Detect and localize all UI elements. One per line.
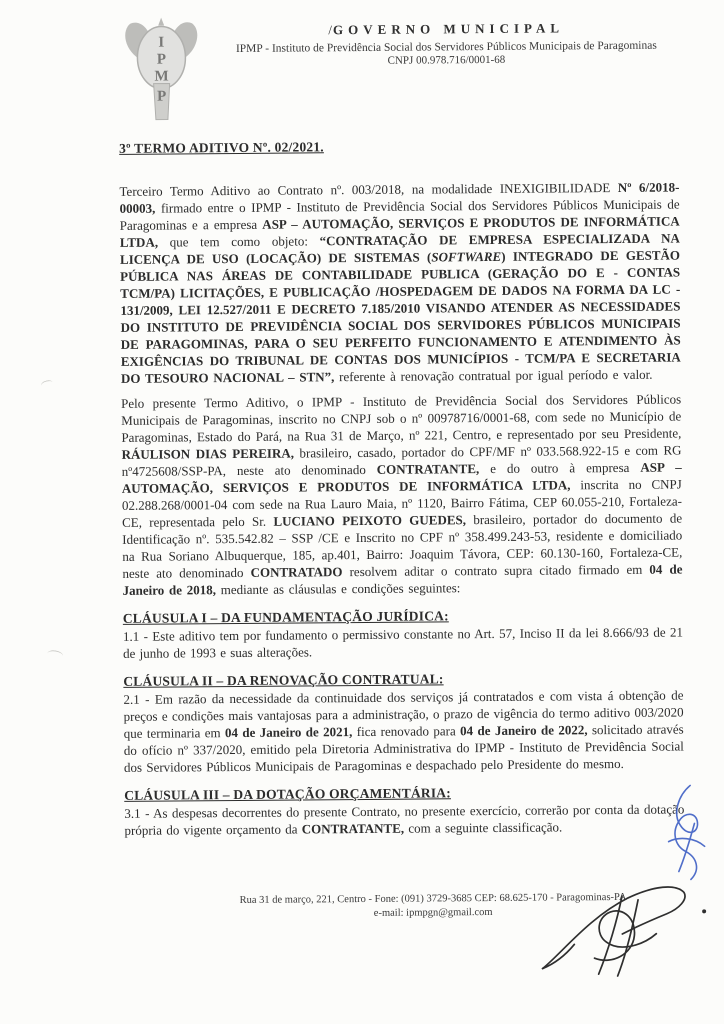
text-segment: LUCIANO PEIXOTO GUEDES, bbox=[273, 512, 467, 529]
text-segment: resolvem aditar o contrato supra citado firmado em bbox=[342, 561, 650, 580]
text-segment: 1.1 - Este aditivo tem por fundamento o permissivo constante no Art. 57, Inciso II da lei 8.666/93 de 21 de junho de 1993 e suas alterações. bbox=[122, 624, 684, 661]
government-title bbox=[211, 19, 681, 39]
text-segment: que tem como objeto: bbox=[158, 233, 320, 250]
scan-artifact bbox=[40, 379, 53, 389]
clause-3-body bbox=[124, 800, 684, 838]
letterhead bbox=[0, 9, 721, 125]
text-segment: CONTRATANTE, bbox=[376, 461, 480, 477]
text-segment: inscrita no CNPJ 02.288.268/0001-04 com sede na Rua Lauro Maia, nº 1120, Bairro Fátima, CEP 60.055-210, Fortaleza-CE, representada pelo Sr. bbox=[121, 476, 682, 530]
text-segment: brasileiro, casado, portador do CPF/MF nº 033.568.922-15 e com RG nº4725608/SSP-PA, neste ato denominado bbox=[121, 442, 682, 479]
clause-2-heading: CLÁUSULA II – DA RENOVAÇÃO CONTRATUAL: bbox=[123, 671, 444, 689]
text-segment: referente à renovação contratual por igual período e valor. bbox=[334, 366, 653, 385]
text-segment: CONTRATADO bbox=[250, 564, 343, 580]
scan-slash-artifact: / bbox=[328, 22, 333, 38]
logo-letter-p2: P bbox=[157, 88, 167, 105]
ipmp-emblem-logo bbox=[112, 15, 211, 122]
document-title: 3º TERMO ADITIVO Nº. 02/2021. bbox=[119, 139, 324, 156]
clause-3-dotacao-orcamentaria bbox=[124, 782, 684, 838]
clause-1-heading: CLÁUSULA I – DA FUNDAMENTAÇÃO JURÍDICA: bbox=[122, 608, 449, 626]
text-segment: ) INTEGRADO DE GESTÃO PÚBLICA NAS ÁREAS DE CONTABILIDADE PUBLICA (GERAÇÃO DO E - CONTAS TCM/PA) LICITAÇÕES, E PUBLICAÇÃO /HOSPEDAGEM DE DADOS NA FORMA DA LC - 131/2009, LEI 12.527/2011 E DECRETO 7.185/2010 VISANDO ATENDER AS NECESSIDADES DO INSTITUTO DE PREVIDÊNCIA SOCIAL DOS SERVIDORES PÚBLICOS MUNICIPAIS DE PARAGOMINAS, PARA O SEU PERFEITO FUNCIONAMENTO E ATENDIMENTO ÀS EXIGÊNCIAS DO TRIBUNAL DE CONTAS DOS MUNICÍPIOS - TCM/PA E SECRETARIA DO TESOURO NACIONAL – STN”, bbox=[120, 247, 681, 386]
text-segment: e do outro à empresa bbox=[479, 459, 641, 477]
text-segment: firmado entre o IPMP - Instituto de Previdência Social dos Servidores Públicos Municipais de Paragominas e a empresa bbox=[119, 196, 680, 233]
text-segment: SOFTWARE bbox=[431, 248, 502, 265]
text-segment: “CONTRATAÇÃO DE EMPRESA ESPECIALIZADA NA LICENÇA DE USO (LOCAÇÃO) DE SISTEMAS ( bbox=[119, 230, 680, 267]
handwritten-signature-black-ink bbox=[536, 867, 719, 980]
clause-1-fundamentacao-juridica bbox=[123, 605, 683, 661]
parties-paragraph bbox=[121, 390, 683, 598]
clause-2-body bbox=[123, 686, 684, 775]
clause-3-heading: CLÁUSULA III – DA DOTAÇÃO ORÇAMENTÁRIA: bbox=[124, 785, 451, 803]
scan-artifact bbox=[46, 649, 63, 661]
text-segment: Pelo presente Termo Aditivo, o IPMP - Instituto de Previdência Social dos Servidores Públicos Municipais de Paragominas, inscrito no CNPJ sob o nº 00978716/0001-68, com sede no Município de Paragominas, Estado do Pará, na Rua 31 de Março, nº 221, Centro, e representado por seu Presidente, bbox=[121, 391, 682, 445]
text-segment: com a seguinte classificação. bbox=[404, 819, 563, 836]
text-segment: 04 de Janeiro de 2021, bbox=[224, 724, 353, 741]
text-segment: Nº 6/2018-00003, bbox=[119, 179, 680, 216]
text-segment: CONTRATANTE, bbox=[301, 820, 405, 837]
document-body bbox=[119, 135, 684, 838]
text-segment: solicitado através do ofício nº 337/2020, emitido pela Diretoria Administrativa do IPMP - Instituto de Previdência Social dos Servidores Públicos Municipais de Paragominas e despachado pelo Presidente do mesmo. bbox=[123, 721, 684, 775]
text-segment: 2.1 - Em razão da necessidade da continuidade dos serviços já contratados e com vista á obtenção de preços e condições mais vantajosas para a administração, o prazo de vigência do termo aditivo 003/2020 que terminaria em bbox=[123, 687, 684, 741]
footer-email: e-mail: ipmpgn@gmail.com bbox=[373, 906, 493, 919]
text-segment: 04 de Janeiro de 2018, bbox=[122, 561, 683, 598]
clause-2-renovacao-contratual bbox=[123, 668, 684, 775]
institute-cnpj: CNPJ 00.978.716/0001-68 bbox=[387, 53, 506, 67]
logo-letter-m: M bbox=[154, 68, 169, 85]
org-identification bbox=[211, 19, 681, 68]
text-segment: ASP – AUTOMAÇÃO, SERVIÇOS E PRODUTOS DE INFORMÁTICA LTDA, bbox=[119, 213, 680, 250]
text-segment: 04 de Janeiro de 2022, bbox=[460, 722, 588, 739]
intro-paragraph bbox=[119, 178, 681, 386]
footer-address: Rua 31 de março, 221, Centro - Fone: (091) 3729-3685 CEP: 68.625-170 - Paragominas-PA bbox=[239, 891, 627, 906]
text-segment: fica renovado para bbox=[352, 723, 461, 740]
text-segment: ASP – AUTOMAÇÃO, SERVIÇOS E PRODUTOS DE INFORMÁTICA LTDA, bbox=[121, 459, 682, 496]
clause-1-body bbox=[123, 623, 683, 661]
text-segment: Terceiro Termo Aditivo ao Contrato nº. 003/2018, na modalidade INEXIGIBILIDADE bbox=[119, 179, 618, 199]
institute-name: IPMP - Instituto de Previdência Social dos Servidores Públicos Municipais de Paragominas bbox=[235, 39, 657, 55]
text-segment: mediante as cláusulas e condições seguintes: bbox=[215, 580, 461, 598]
logo-letter-i: I bbox=[158, 34, 165, 51]
text-segment: brasileiro, portador do documento de Identificação nº. 535.542.82 – SSP /CE e Inscrito no CPF nº 358.499.243-53, residente e domiciliado na Rua Soriano Albuquerque, 185, ap.401, Bairro: Joaquim Távora, CEP: 60.130-160, Fortaleza-CE, neste ato denominado bbox=[122, 510, 683, 581]
logo-letter-p1: P bbox=[156, 51, 167, 68]
government-title-text: GOVERNO MUNICIPAL bbox=[332, 20, 565, 38]
text-segment: 3.1 - As despesas decorrentes do presente Contrato, no presente exercício, correrão por conta da dotação própria do vigente orçamento da bbox=[124, 801, 685, 838]
text-segment: RÁULISON DIAS PEREIRA, bbox=[121, 445, 295, 462]
